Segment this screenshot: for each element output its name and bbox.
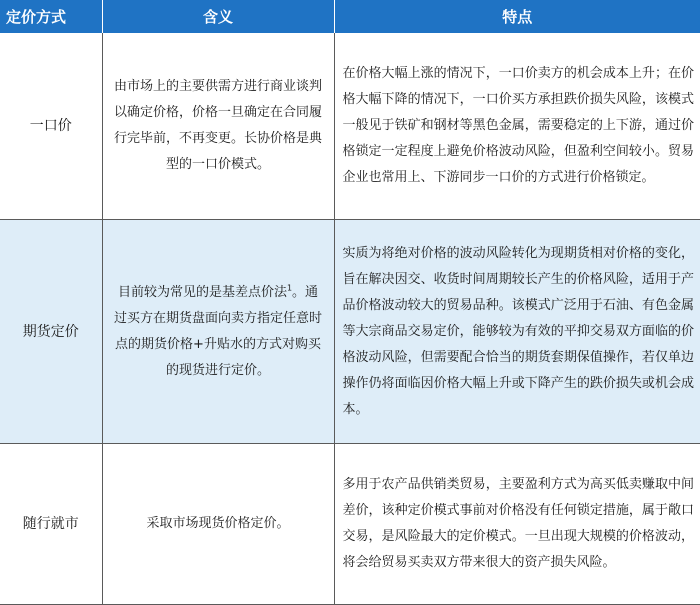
header-row	[0, 0, 700, 33]
header-features: 特点	[334, 0, 700, 33]
table-body	[0, 33, 700, 605]
meaning-cell: 采取市场现货价格定价。	[102, 444, 334, 605]
footnote-marker: 1	[286, 283, 293, 293]
features-cell: 实质为将绝对价格的波动风险转化为现期货相对价格的变化，旨在解决因交、收货时间周期较长产生的价格风险，适用于产品价格波动较大的贸易品种。该模式广泛用于石油、有色金属等大宗商品交易定价，能够较为有效的平抑交易双方面临的价格波动风险，但需要配合恰当的期货套期保值操作，若仅单边操作仍将面临因价格大幅上升或下降产生的跌价损失或机会成本。	[334, 220, 700, 444]
table-header	[0, 0, 700, 33]
header-meaning: 含义	[102, 0, 334, 33]
meaning-cell: 由市场上的主要供需方进行商业谈判以确定价格，价格一旦确定在合同履行完毕前，不再变更。长协价格是典型的一口价模式。	[102, 33, 334, 220]
table-row	[0, 444, 700, 605]
method-cell: 期货定价	[0, 220, 102, 444]
features-cell: 多用于农产品供销类贸易，主要盈利方式为高买低卖赚取中间差价，该种定价模式事前对价格没有任何锁定措施，属于敞口交易，是风险最大的定价模式。一旦出现大规模的价格波动，将会给贸易买卖双方带来很大的资产损失风险。	[334, 444, 700, 605]
table-row	[0, 33, 700, 220]
header-method: 定价方式	[0, 0, 102, 33]
method-cell: 随行就市	[0, 444, 102, 605]
table-row	[0, 220, 700, 444]
features-cell: 在价格大幅上涨的情况下，一口价卖方的机会成本上升；在价格大幅下降的情况下，一口价买方承担跌价损失风险，该模式一般见于铁矿和钢材等黑色金属，需要稳定的上下游，通过价格锁定一定程度上避免价格波动风险，但盈利空间较小。贸易企业也常用上、下游同步一口价的方式进行价格锁定。	[334, 33, 700, 220]
meaning-text-before: 目前较为常见的是基差点价法	[117, 284, 287, 300]
method-cell: 一口价	[0, 33, 102, 220]
meaning-cell	[102, 220, 334, 444]
meaning-text-after: 。通过买方在期货盘面向卖方指定任意时点的期货价格+升贴水的方式对购买的现货进行定价。	[113, 284, 322, 378]
